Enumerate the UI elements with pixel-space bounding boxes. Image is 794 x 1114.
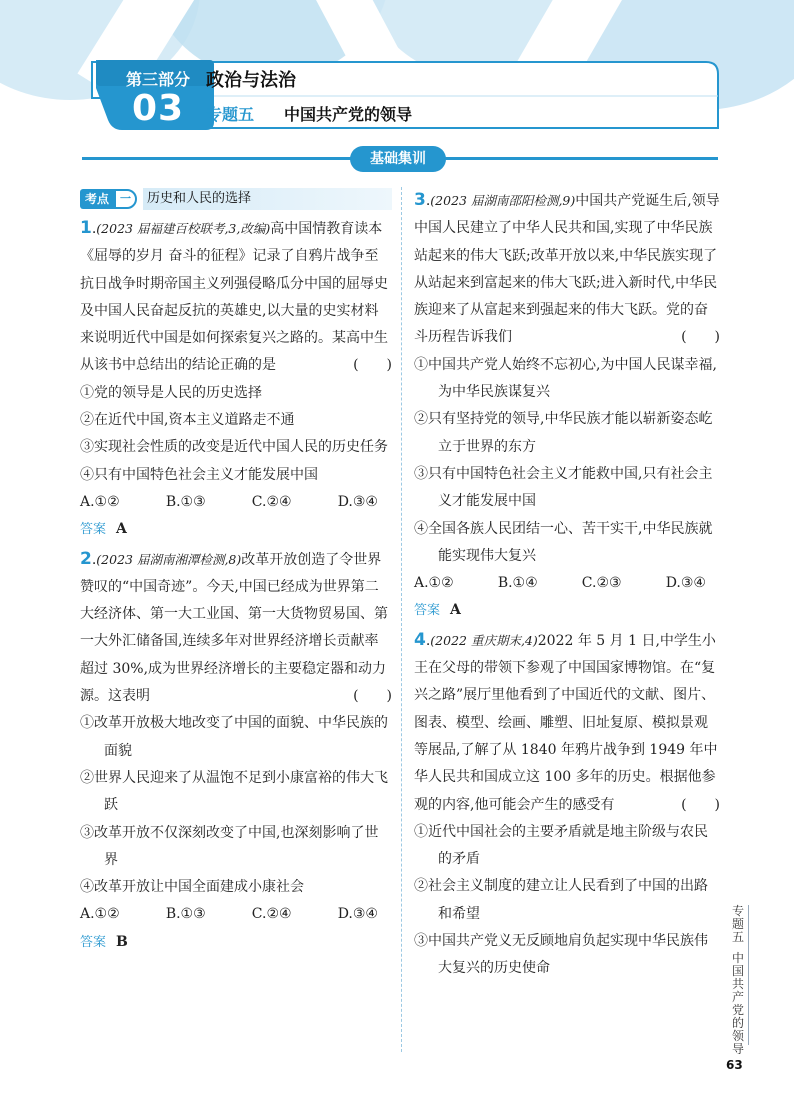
knowledge-point-title: 历史和人民的选择 [143,188,392,210]
question-3 [414,187,720,625]
part-number: 03 [131,88,185,129]
choice-b: B.①④ [497,575,538,592]
option-3: ③中国共产党义无反顾地肩负起实现中华民族伟大复兴的历史使命 [414,933,708,977]
choice-d: D.③④ [665,575,706,592]
choice-row [80,489,392,516]
option-4: ④全国各族人民团结一心、苦干实干,中华民族就能实现伟大复兴 [414,520,713,564]
answer-label: 答案 [80,522,107,538]
subject-title: 政治与法治 [206,70,296,91]
question-stem: 2.(2023 届湖南湘潭检测,8)改革开放创造了令世界赞叹的“中国奇迹”。今天,中国已经成为世界第二大经济体、第一大工业国、第一大货物贸易国、第一大外汇储备国,连续多年对世界经济增长贡献率超过 30%,成为世界经济增长的主要稳定器和动力源。这表明 ( ) [80,546,392,711]
column-divider [401,187,402,1052]
option-2: ②社会主义制度的建立让人民看到了中国的出路和希望 [414,878,708,922]
choice-row [414,570,720,597]
choice-b: B.①③ [165,906,206,923]
knowledge-point-header [80,187,392,211]
question-4 [414,627,720,983]
part-label: 第三部分 [125,70,190,89]
option-1: ①党的领导是人民的历史选择 [80,384,262,401]
choice-b: B.①③ [165,493,206,510]
option-1: ①中国共产党人始终不忘初心,为中国人民谋幸福,为中华民族谋复兴 [414,356,717,401]
question-text: 改革开放创造了令世界赞叹的“中国奇迹”。今天,中国已经成为世界第二大经济体、第一大工业国、第一大货物贸易国、第一大外汇储备国,连续多年对世界经济增长贡献率超过 30%,成为世界经济增长的主要稳定器和动力源。这表明 [80,551,388,705]
question-number: 1 [80,218,92,238]
option-3: ③改革开放不仅深刻改变了中国,也深刻影响了世界 [80,824,379,868]
choice-d: D.③④ [337,906,378,923]
option-1: ①近代中国社会的主要矛盾就是地主阶级与农民的矛盾 [414,823,708,868]
option-3: ③只有中国特色社会主义才能救中国,只有社会主义才能发展中国 [414,465,713,510]
option-4: ④改革开放让中国全面建成小康社会 [80,879,304,896]
answer-bracket: ( ) [681,796,720,813]
option-2: ②在近代中国,资本主义道路走不通 [80,412,295,429]
question-2 [80,546,392,956]
knowledge-point-number: 一 [114,189,137,209]
question-text: 中国共产党诞生后,领导中国人民建立了中华人民共和国,实现了中华民族站起来的伟大飞跃;改革开放以来,中华民族实现了从站起来到富起来的伟大飞跃;进入新时代,中华民族迎来了从富起来到强起来的伟大飞跃。党的奋斗历程告诉我们 [414,193,720,346]
answer-bracket: ( ) [353,357,392,374]
option-2: ②世界人民迎来了从温饱不足到小康富裕的伟大飞跃 [80,769,388,814]
answer-line [414,597,720,624]
question-source: (2022 重庆期末,4) [430,632,538,648]
left-column [80,187,392,956]
chapter-banner [82,58,722,132]
choice-a: A.①② [80,906,120,923]
choice-c: C.②③ [581,575,622,592]
question-stem: 4.(2022 重庆期末,4)2022 年 5 月 1 日,中学生小王在父母的带领下参观了中国国家博物馆。在“复兴之路”展厅里他看到了中国近代的文献、图片、图表、模型、绘画、雕塑、旧址复原、模拟景观等展品,了解了从 1840 年鸦片战争到 1949 年中华人民共和国成立这 100 多年的历史。根据他参观的内容,他可能会产生的感受有 ( ) [414,627,720,819]
option-2: ②只有坚持党的领导,中华民族才能以崭新姿态屹立于世界的东方 [414,411,713,455]
question-number: 4 [414,629,426,650]
question-stem: 3.(2023 届湖南邵阳检测,9)中国共产党诞生后,领导中国人民建立了中华人民共和国,实现了中华民族站起来的伟大飞跃;改革开放以来,中华民族实现了从站起来到富起来的伟大飞跃;进入新时代,中华民族迎来了从富起来到强起来的伟大飞跃。党的奋斗历程告诉我们 ( ) [414,187,720,352]
answer-bracket: ( ) [681,329,720,346]
topic-number: 专题五 [206,105,255,124]
side-tab [730,905,746,1056]
choice-row [80,901,392,928]
option-1: ①改革开放极大地改变了中国的面貌、中华民族的面貌 [80,715,388,759]
option-4: ④只有中国特色社会主义才能发展中国 [80,466,318,483]
side-tab-topic-number: 专题五 [731,904,744,944]
answer-value: A [116,521,127,538]
choice-c: C.②④ [251,493,292,510]
answer-bracket: ( ) [353,688,392,705]
question-source: (2023 届湖南邵阳检测,9) [430,193,576,208]
question-number: 3 [414,190,426,210]
side-tab-topic-title: 中国共产党的领导 [731,951,744,1056]
answer-value: B [116,933,128,950]
answer-line [80,929,392,956]
side-tab-rule [748,905,749,1045]
question-text: 高中国情教育读本《屈辱的岁月 奋斗的征程》记录了自鸦片战争至抗日战争时期帝国主义列强侵略瓜分中国的屈辱史及中国人民奋起反抗的英雄史,以大量的史实材料来说明近代中国是如何探索复兴之路的。某高中生从该书中总结出的结论正确的是 [80,221,388,374]
question-source: (2023 届福建百校联考,3,改编) [96,221,271,236]
right-column [414,187,720,983]
section-title: 基础集训 [350,146,446,172]
answer-line [80,516,392,543]
answer-label: 答案 [80,934,107,950]
answer-label: 答案 [414,603,441,619]
option-3: ③实现社会性质的改变是近代中国人民的历史任务 [80,439,388,456]
question-number: 2 [80,548,92,569]
question-stem: 1.(2023 届福建百校联考,3,改编)高中国情教育读本《屈辱的岁月 奋斗的征程》记录了自鸦片战争至抗日战争时期帝国主义列强侵略瓜分中国的屈辱史及中国人民奋起反抗的英雄史,以大量的史实材料来说明近代中国是如何探索复兴之路的。某高中生从该书中总结出的结论正确的是 ( ) [80,215,392,380]
question-text: 2022 年 5 月 1 日,中学生小王在父母的带领下参观了中国国家博物馆。在“复兴之路”展厅里他看到了中国近代的文献、图片、图表、模型、绘画、雕塑、旧址复原、模拟景观等展品,了解了从 1840 年鸦片战争到 1949 年中华人民共和国成立这 100 多年的历史。根据他参观的内容,他可能会产生的感受有 [414,632,718,813]
knowledge-point-tag: 考点 [80,189,115,209]
question-1 [80,215,392,544]
choice-a: A.①② [80,493,120,510]
page-number: 63 [726,1058,743,1072]
topic-title: 中国共产党的领导 [284,105,413,124]
answer-value: A [450,602,461,619]
question-source: (2023 届湖南湘潭检测,8) [96,551,242,567]
choice-d: D.③④ [337,493,378,510]
choice-a: A.①② [414,575,454,592]
choice-c: C.②④ [251,906,292,923]
